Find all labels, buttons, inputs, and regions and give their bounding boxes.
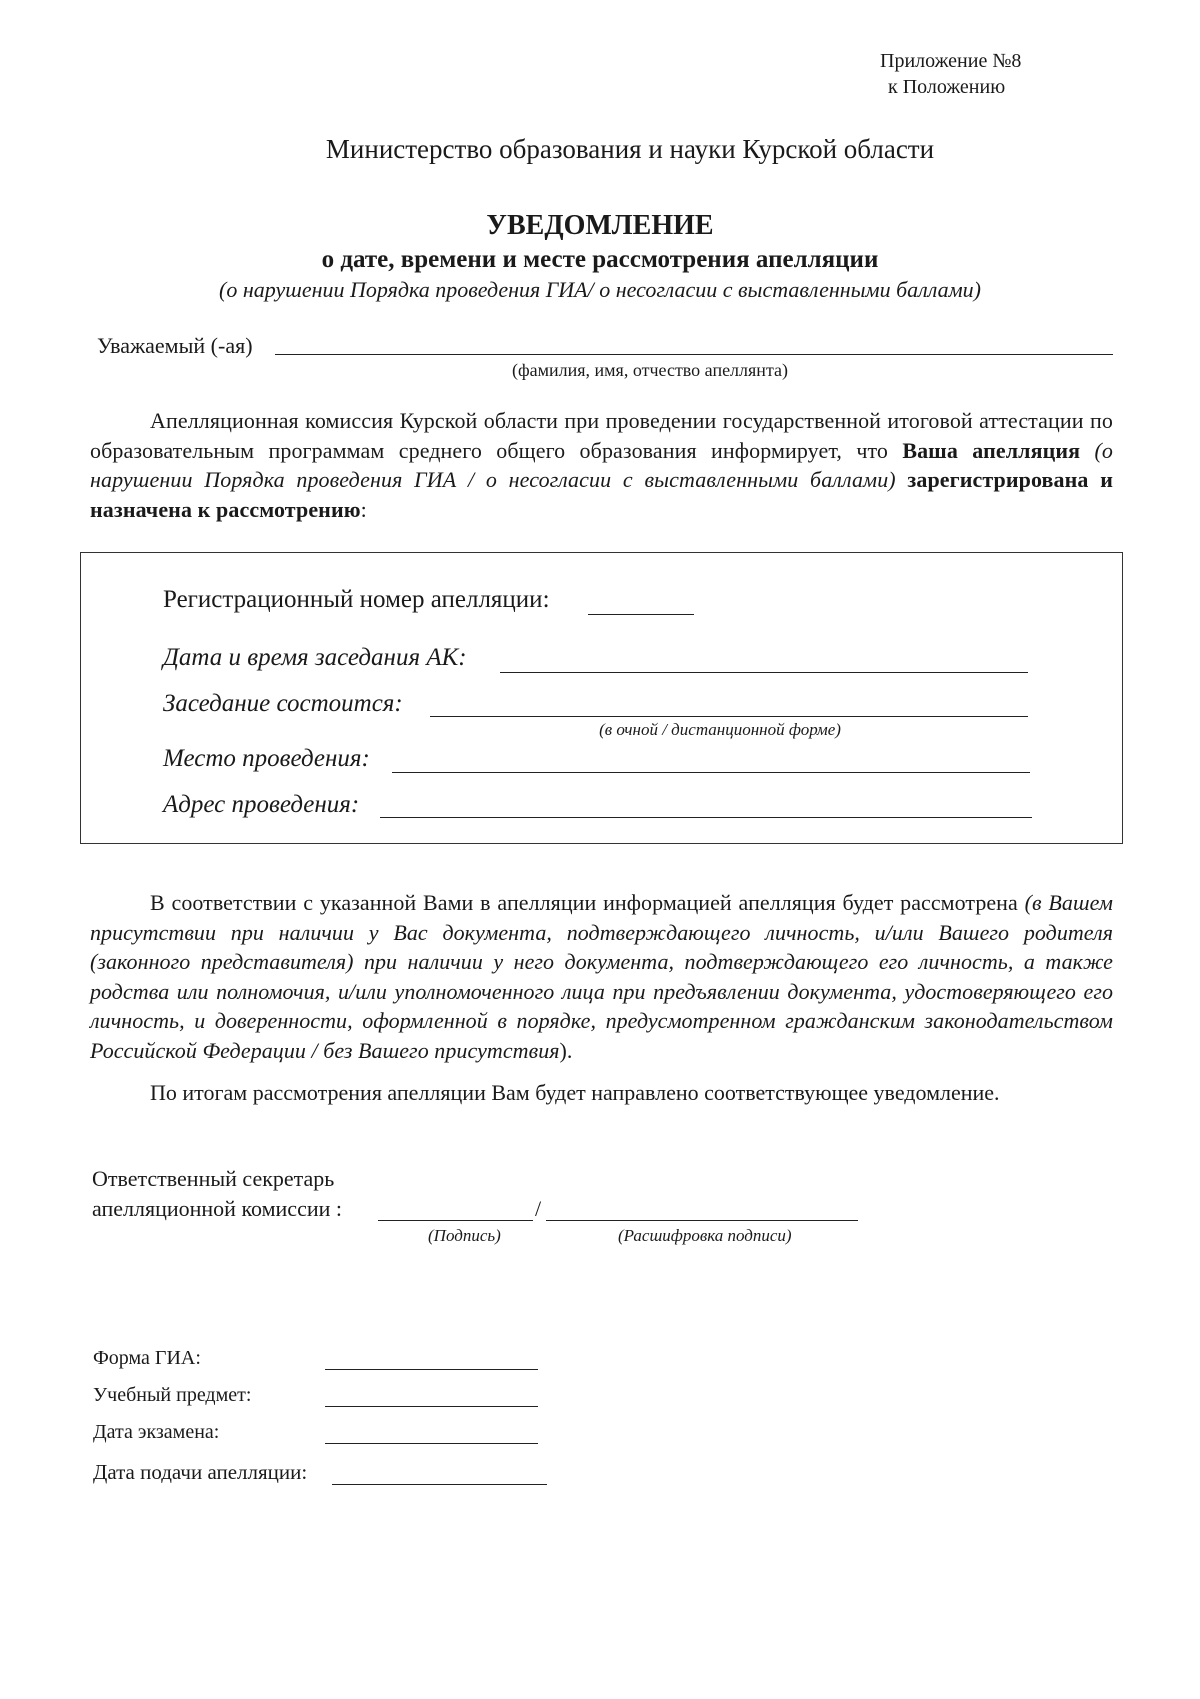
secretary-title-line1: Ответственный секретарь [92,1166,335,1191]
registration-text: Апелляционная комиссия Курской области при проведении государственной итоговой аттестации по образовательным программам среднего общего образования информирует, что [90,408,1113,463]
reg-number-line[interactable] [588,614,694,615]
document-subtitle: о дате, времени и месте рассмотрения апелляции [321,246,879,273]
signature-decode-hint: (Расшифровка подписи) [618,1226,792,1245]
review-conditions-text: В соответствии с указанной Вами в апелляции информацией апелляция будет рассмотрена [150,890,1025,915]
appendix-number: Приложение №8 [880,50,1022,72]
exam-date-label: Дата экзамена: [93,1421,220,1443]
session-place-line[interactable] [392,772,1030,773]
document-subtitle-note: (о нарушении Порядка проведения ГИА/ о несогласии с выставленными баллами) [219,277,981,302]
subject-label: Учебный предмет: [93,1384,252,1406]
signature-slash: / [535,1196,542,1221]
registration-bold-appeal: Ваша апелляция [902,437,1081,463]
session-place-label: Место проведения: [163,745,370,772]
review-conditions-italic: (в Вашем присутствии при наличии у Вас документа, подтверждающего личность, и/или Вашего родителя (законного представителя) при наличии у него документа, подтверждающего его личность, а также родства или полномочия, и/или уполномоченного лица при предъявлении документа, удостоверяющего его личность, и доверенности, оформленной в порядке, предусмотренном гражданским законодательством Российской Федерации / без Вашего присутствия [90,890,1113,1063]
review-conditions-paragraph [90,888,1113,1065]
subject-line[interactable] [325,1406,538,1407]
session-form-line[interactable] [430,716,1028,717]
reg-number-label: Регистрационный номер апелляции: [163,586,550,613]
appeal-date-label: Дата подачи апелляции: [93,1460,308,1484]
gia-form-line[interactable] [325,1369,538,1370]
session-datetime-label: Дата и время заседания АК: [163,644,467,671]
registration-italic-note: (о нарушении Порядка проведения ГИА / о несогласии с выставленными баллами) [90,437,1113,492]
appeal-date-line[interactable] [332,1484,547,1485]
signature-decode-line[interactable] [546,1220,858,1221]
session-form-hint: (в очной / дистанционной форме) [599,720,841,739]
registration-paragraph [90,406,1113,524]
appellant-name-hint: (фамилия, имя, отчество апеллянта) [511,360,789,380]
appendix-reference: к Положению [888,76,1006,98]
session-form-label: Заседание состоится: [163,690,403,717]
salutation-label: Уважаемый (-ая) [97,333,253,358]
document-title: УВЕДОМЛЕНИЕ [486,210,714,241]
session-address-line[interactable] [380,817,1032,818]
gia-form-label: Форма ГИА: [93,1347,201,1369]
ministry-name: Министерство образования и науки Курской области [325,134,935,164]
exam-date-line[interactable] [325,1443,538,1444]
signature-line[interactable] [378,1220,533,1221]
result-notice-paragraph: По итогам рассмотрения апелляции Вам будет направлено соответствующее уведомление. [150,1080,1000,1105]
secretary-title-line2: апелляционной комиссии : [92,1196,342,1221]
signature-hint: (Подпись) [428,1226,501,1245]
registration-end: : [360,496,367,522]
session-datetime-line[interactable] [500,672,1028,673]
review-conditions-end: ). [559,1037,573,1063]
session-address-label: Адрес проведения: [163,791,360,818]
registration-bold-status: зарегистрирована и назначена к рассмотрению [90,467,1113,522]
appellant-name-line[interactable] [275,354,1113,355]
